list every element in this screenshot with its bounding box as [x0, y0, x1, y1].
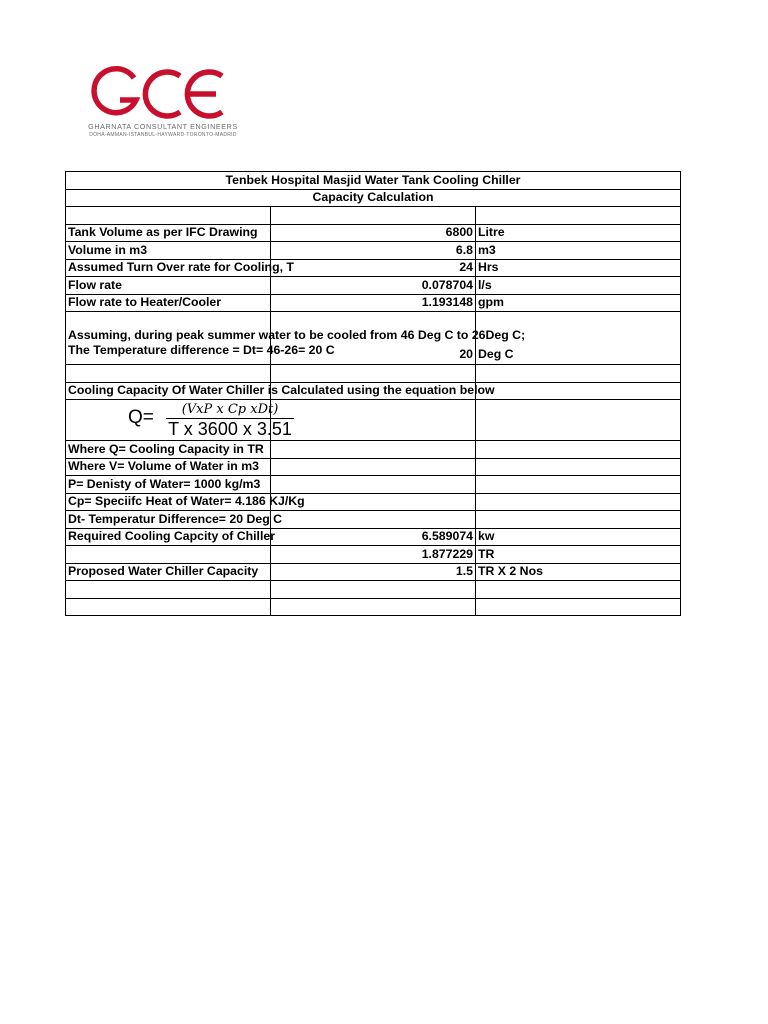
table-row	[66, 511, 681, 529]
row-unit: Hrs	[476, 259, 681, 277]
table-row	[66, 242, 681, 260]
row-unit: l/s	[476, 277, 681, 295]
proposed-capacity-unit: TR X 2 Nos	[476, 563, 681, 581]
sheet-title: Tenbek Hospital Masjid Water Tank Cooling Chiller	[66, 172, 681, 190]
required-capacity-label: Required Cooling Capcity of Chiller	[66, 528, 271, 546]
formula-fraction	[164, 401, 296, 439]
table-row	[66, 563, 681, 581]
row-value: 6.8	[271, 242, 476, 260]
cooling-capacity-formula	[68, 400, 292, 440]
row-label: Assumed Turn Over rate for Cooling, T	[66, 259, 271, 277]
table-row	[66, 528, 681, 546]
formula-row	[66, 400, 681, 441]
row-unit: m3	[476, 242, 681, 260]
table-row	[66, 598, 681, 616]
row-value: 6800	[271, 224, 476, 242]
table-row	[66, 382, 681, 400]
table-row	[66, 277, 681, 295]
table-row	[66, 365, 681, 383]
row-unit: gpm	[476, 294, 681, 312]
table-row	[66, 546, 681, 564]
table-row	[66, 294, 681, 312]
assumption-row	[66, 312, 681, 365]
row-value: 1.193148	[271, 294, 476, 312]
proposed-capacity-label: Proposed Water Chiller Capacity	[66, 563, 271, 581]
title-row	[66, 172, 681, 190]
table-row	[66, 581, 681, 599]
assumption-value: 20	[271, 312, 476, 365]
definition-text: Where Q= Cooling Capacity in TR	[66, 441, 271, 459]
row-value: 24	[271, 259, 476, 277]
company-logo	[78, 62, 268, 142]
assumption-text	[66, 312, 526, 365]
required-capacity-tr: 1.877229	[271, 546, 476, 564]
table-row	[66, 224, 681, 242]
equation-intro: Cooling Capacity Of Water Chiller is Calculated using the equation below	[66, 382, 271, 400]
table-row	[66, 259, 681, 277]
required-capacity-tr-unit: TR	[476, 546, 681, 564]
row-value: 0.078704	[271, 277, 476, 295]
subtitle-row	[66, 189, 681, 207]
row-label: Tank Volume as per IFC Drawing	[66, 224, 271, 242]
table-row	[66, 476, 681, 494]
row-label: Flow rate to Heater/Cooler	[66, 294, 271, 312]
formula-lhs: Q=	[128, 407, 154, 428]
required-capacity-kw: 6.589074	[271, 528, 476, 546]
definition-text: P= Denisty of Water= 1000 kg/m3	[66, 476, 271, 494]
formula-numerator: (VxP x Cp xDt)	[181, 402, 279, 417]
table-row	[66, 207, 681, 225]
row-unit: Litre	[476, 224, 681, 242]
company-name: GHARNATA CONSULTANT ENGINEERS	[88, 122, 238, 131]
formula-denominator: T x 3600 x 3.51	[168, 419, 292, 439]
assumption-line-1: Assuming, during peak summer water to be cooled from 46 Deg C to 26Deg C;	[68, 327, 526, 342]
definition-text: Cp= Speciifc Heat of Water= 4.186 KJ/Kg	[66, 493, 271, 511]
definition-text: Dt- Temperatur Difference= 20 Deg C	[66, 511, 271, 529]
table-row	[66, 493, 681, 511]
gce-logo-mark	[90, 66, 240, 122]
row-label: Flow rate	[66, 277, 271, 295]
proposed-capacity-value: 1.5	[271, 563, 476, 581]
capacity-calculation-table	[65, 171, 681, 616]
table-row	[66, 441, 681, 459]
row-label: Volume in m3	[66, 242, 271, 260]
table-row	[66, 458, 681, 476]
required-capacity-kw-unit: kw	[476, 528, 681, 546]
company-tagline: DOHA-AMMAN-ISTANBUL-HAYWARD-TORONTO-MADRID	[89, 132, 237, 138]
assumption-unit: Deg C	[476, 312, 681, 365]
definition-text: Where V= Volume of Water in m3	[66, 458, 271, 476]
assumption-line-2: The Temperature difference = Dt= 46-26= 20 C	[68, 342, 335, 357]
sheet-subtitle: Capacity Calculation	[66, 189, 681, 207]
